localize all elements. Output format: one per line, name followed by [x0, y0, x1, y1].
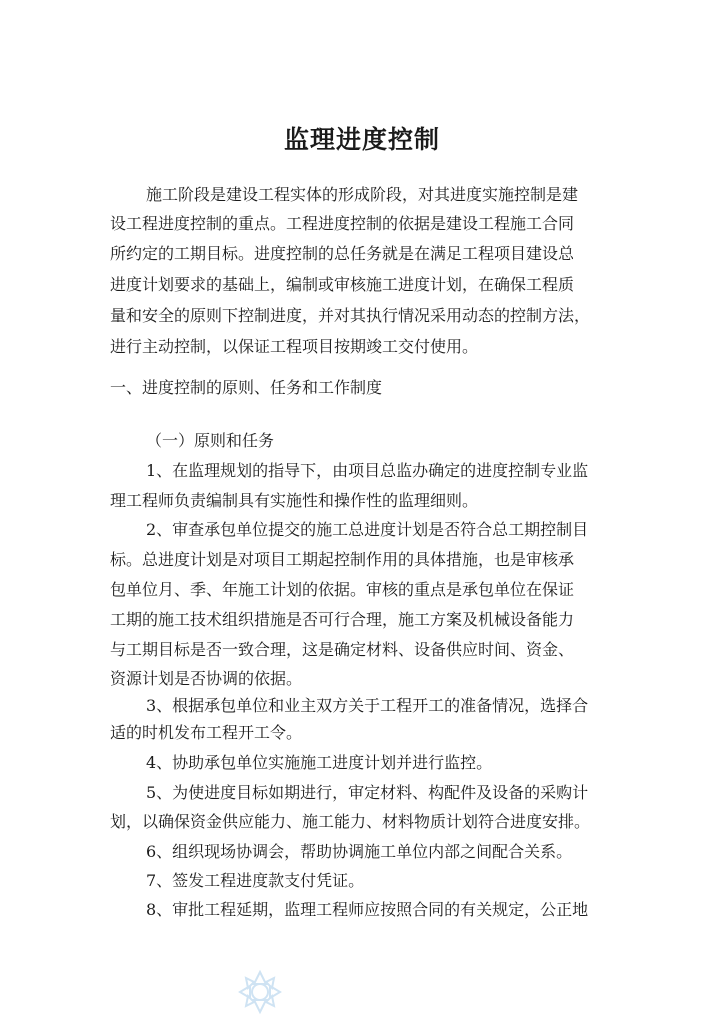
item-line: 资源计划是否协调的依据。	[110, 669, 303, 688]
intro-line: 设工程进度控制的重点。工程进度控制的依据是建设工程施工合同	[110, 214, 575, 233]
item-line: 8、审批工程延期，监理工程师应按照合同的有关规定，公正地	[146, 900, 589, 919]
item-line: 适的时机发布工程开工令。	[110, 723, 303, 742]
item-line: 3、根据承包单位和业主双方关于工程开工的准备情况，选择合	[146, 696, 589, 715]
item-line: 与工期目标是否一致合理，这是确定材料、设备供应时间、资金、	[110, 640, 575, 659]
item-line: 理工程师负责编制具有实施性和操作性的监理细则。	[110, 491, 479, 510]
item-line: 工期的施工技术组织措施是否可行合理，施工方案及机械设备能力	[110, 610, 575, 629]
subsection-heading: （一）原则和任务	[146, 431, 275, 450]
intro-line: 所约定的工期目标。进度控制的总任务就是在满足工程项目建设总	[110, 244, 575, 263]
item-line: 包单位月、季、年施工计划的依据。审核的重点是承包单位在保证	[110, 580, 575, 599]
item-line: 标。总进度计划是对项目工期起控制作用的具体措施，也是审核承	[110, 550, 575, 569]
intro-line: 施工阶段是建设工程实体的形成阶段，对其进度实施控制是建	[146, 185, 579, 204]
intro-line: 量和安全的原则下控制进度，并对其执行情况采用动态的控制方法，	[110, 306, 591, 325]
intro-line: 进行主动控制，以保证工程项目按期竣工交付使用。	[110, 337, 479, 356]
item-line: 1、在监理规划的指导下，由项目总监办确定的进度控制专业监	[146, 461, 589, 480]
intro-line: 进度计划要求的基础上，编制或审核施工进度计划，在确保工程质	[110, 275, 575, 294]
watermark-logo-icon	[232, 968, 288, 1016]
item-line: 6、组织现场协调会，帮助协调施工单位内部之间配合关系。	[146, 842, 573, 861]
item-line: 7、签发工程进度款支付凭证。	[146, 871, 365, 890]
item-line: 划，以确保资金供应能力、施工能力、材料物质计划符合进度安排。	[110, 812, 591, 831]
page-title: 监理进度控制	[283, 125, 440, 154]
section-heading: 一、进度控制的原则、任务和工作制度	[110, 378, 383, 397]
item-line: 2、审查承包单位提交的施工总进度计划是否符合总工期控制目	[146, 520, 589, 539]
item-line: 4、协助承包单位实施施工进度计划并进行监控。	[146, 753, 493, 772]
item-line: 5、为使进度目标如期进行，审定材料、构配件及设备的采购计	[146, 783, 589, 802]
